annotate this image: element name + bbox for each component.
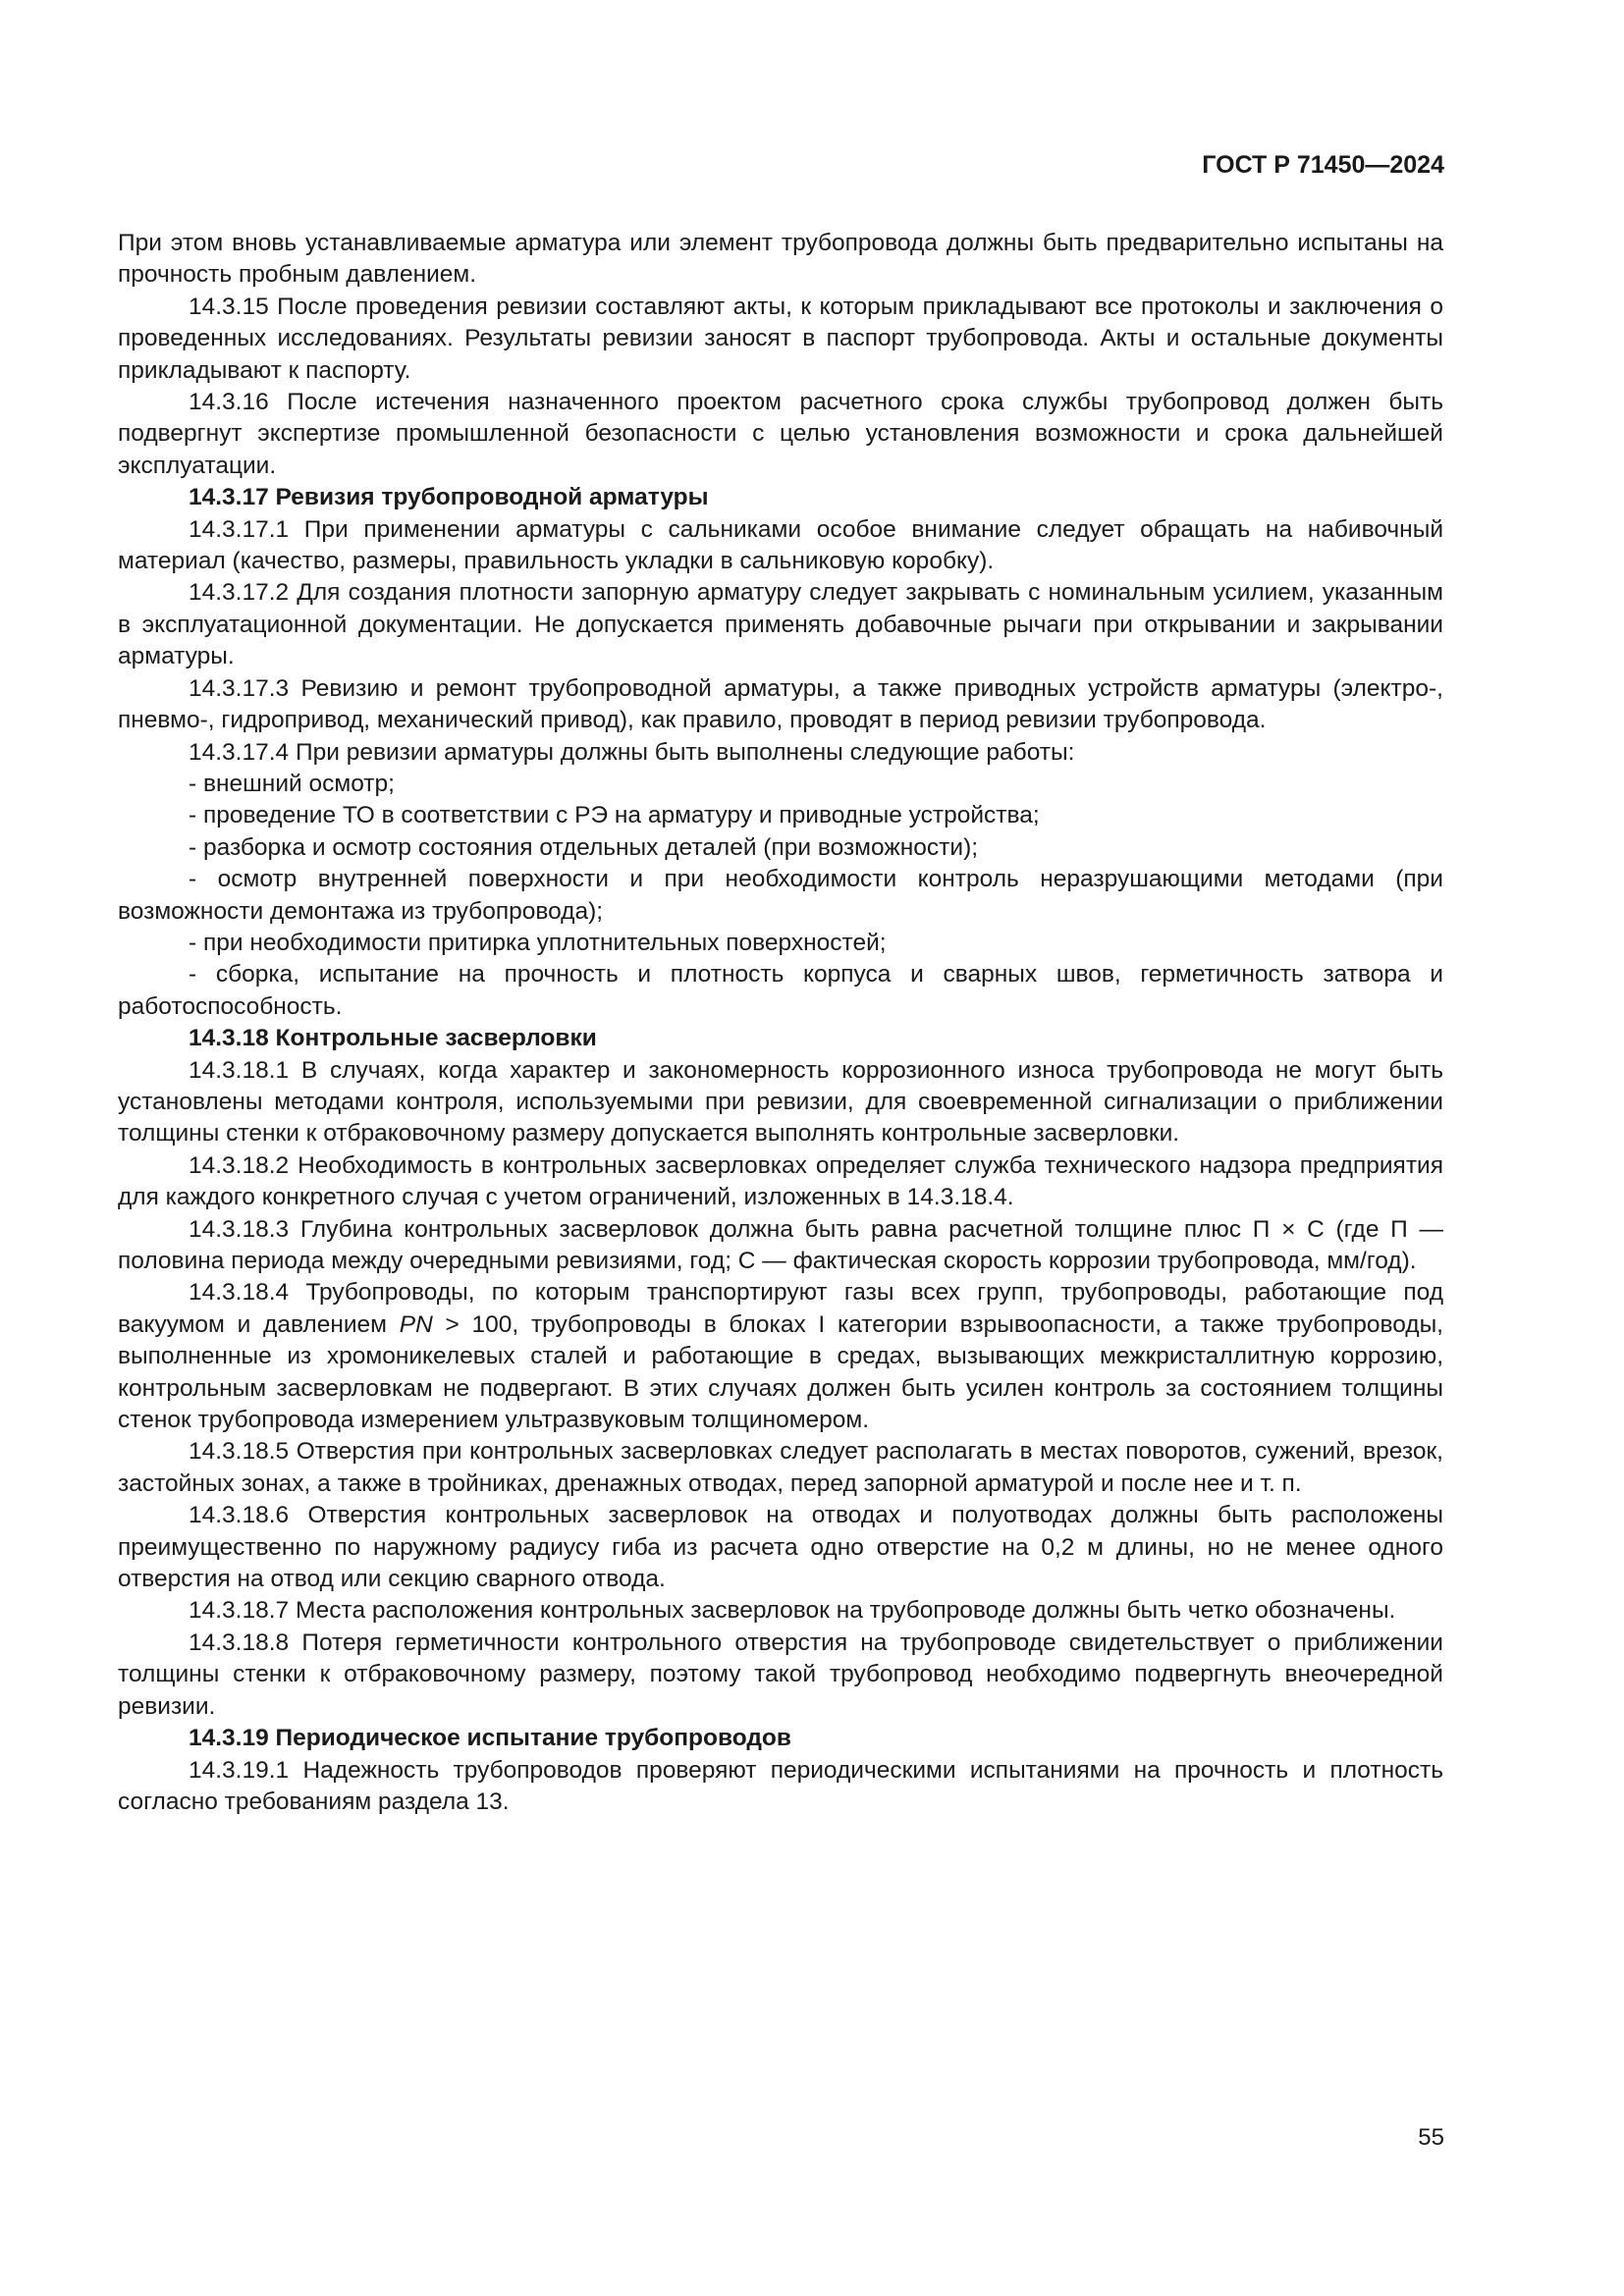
list-item: - проведение ТО в соответствии с РЭ на арматуру и приводные устройства; bbox=[189, 802, 1040, 829]
paragraph: 14.3.17.3 Ревизию и ремонт трубопроводной арматуры, а также приводных устройств арматуры (электро-, пневмо-, гидропривод, механический привод), как правило, проводят в период ревизии трубопровода. bbox=[118, 674, 1443, 734]
list-item: - внешний осмотр; bbox=[189, 770, 395, 797]
paragraph: 14.3.18.1 В случаях, когда характер и закономерность коррозионного износа трубопровода не могут быть установлены методами контроля, используемыми при ревизии, для своевременной сигнализации о приближении толщины стенки к отбраковочному размеру допускается выполнять контрольные засверловки. bbox=[118, 1056, 1443, 1148]
section-heading: 14.3.19 Периодическое испытание трубопроводов bbox=[189, 1725, 791, 1752]
paragraph: 14.3.17.4 При ревизии арматуры должны быть выполнены следующие работы: bbox=[189, 738, 1075, 766]
section-heading: 14.3.17 Ревизия трубопроводной арматуры bbox=[189, 484, 709, 511]
document-body bbox=[118, 228, 1443, 1818]
paragraph-text: > 100, трубопроводы в блоках I категории взрывоопасности, а также трубопроводы, выполненные из хромоникелевых сталей и работающие в средах, вызывающих межкристаллитную коррозию, контрольным засверловкам не подвергают. В этих случаях должен быть усилен контроль за состоянием толщины стенок трубопровода измерением ультразвуковым толщиномером. bbox=[118, 1310, 1443, 1434]
list-item: - осмотр внутренней поверхности и при необходимости контроль неразрушающими методами (при возможности демонтажа из трубопровода); bbox=[118, 866, 1443, 925]
paragraph: 14.3.18.3 Глубина контрольных засверловок должна быть равна расчетной толщине плюс П × С (где П — половина периода между очередными ревизиями, год; С — фактическая скорость коррозии трубопровода, мм/год). bbox=[118, 1215, 1443, 1274]
document-header: ГОСТ Р 71450—2024 bbox=[1202, 151, 1444, 179]
paragraph-text: 14.3.18.4 Трубопроводы, по которым транспортируют газы всех групп, трубопроводы, работающие под вакуумом и давлением bbox=[118, 1279, 1443, 1338]
list-item: - при необходимости притирка уплотнительных поверхностей; bbox=[189, 929, 887, 956]
paragraph bbox=[118, 1277, 1443, 1436]
section-heading: 14.3.18 Контрольные засверловки bbox=[189, 1025, 597, 1052]
paragraph: 14.3.18.5 Отверстия при контрольных засверловках следует располагать в местах поворотов, сужений, врезок, застойных зонах, а также в тройниках, дренажных отводах, перед запорной арматурой и после нее и т. п. bbox=[118, 1438, 1443, 1497]
paragraph: При этом вновь устанавливаемые арматура или элемент трубопровода должны быть предварительно испытаны на прочность пробным давлением. bbox=[118, 230, 1443, 289]
paragraph: 14.3.17.2 Для создания плотности запорную арматуру следует закрывать с номинальным усилием, указанным в эксплуатационной документации. Не допускается применять добавочные рычаги при открывании и закрывании арматуры. bbox=[118, 579, 1443, 670]
paragraph: 14.3.16 После истечения назначенного проектом расчетного срока службы трубопровод должен быть подвергнут экспертизе промышленной безопасности с целью установления возможности и срока дальнейшей эксплуатации. bbox=[118, 389, 1443, 479]
paragraph: 14.3.15 После проведения ревизии составляют акты, к которым прикладывают все протоколы и заключения о проведенных исследованиях. Результаты ревизии заносят в паспорт трубопровода. Акты и остальные документы прикладывают к паспорту. bbox=[118, 293, 1443, 384]
paragraph: 14.3.18.2 Необходимость в контрольных засверловках определяет служба технического надзора предприятия для каждого конкретного случая с учетом ограничений, изложенных в 14.3.18.4. bbox=[118, 1151, 1443, 1211]
page-number: 55 bbox=[1418, 2124, 1444, 2151]
paragraph: 14.3.17.1 При применении арматуры с сальниками особое внимание следует обращать на набивочный материал (качество, размеры, правильность укладки в сальниковую коробку). bbox=[118, 515, 1443, 575]
pn-symbol: PN bbox=[399, 1310, 433, 1338]
list-item: - сборка, испытание на прочность и плотность корпуса и сварных швов, герметичность затвора и работоспособность. bbox=[118, 961, 1443, 1020]
paragraph: 14.3.18.7 Места расположения контрольных засверловок на трубопроводе должны быть четко обозначены. bbox=[189, 1597, 1396, 1625]
paragraph: 14.3.18.6 Отверстия контрольных засверловок на отводах и полуотводах должны быть расположены преимущественно по наружному радиусу гиба из расчета одно отверстие на 0,2 м длины, но не менее одного отверстия на отвод или секцию сварного отвода. bbox=[118, 1502, 1443, 1593]
paragraph: 14.3.19.1 Надежность трубопроводов проверяют периодическими испытаниями на прочность и плотность согласно требованиям раздела 13. bbox=[118, 1756, 1443, 1815]
list-item: - разборка и осмотр состояния отдельных деталей (при возможности); bbox=[189, 833, 979, 861]
paragraph: 14.3.18.8 Потеря герметичности контрольного отверстия на трубопроводе свидетельствует о приближении толщины стенки к отбраковочному размеру, поэтому такой трубопровод необходимо подвергнуть внеочередной ревизии. bbox=[118, 1629, 1443, 1720]
